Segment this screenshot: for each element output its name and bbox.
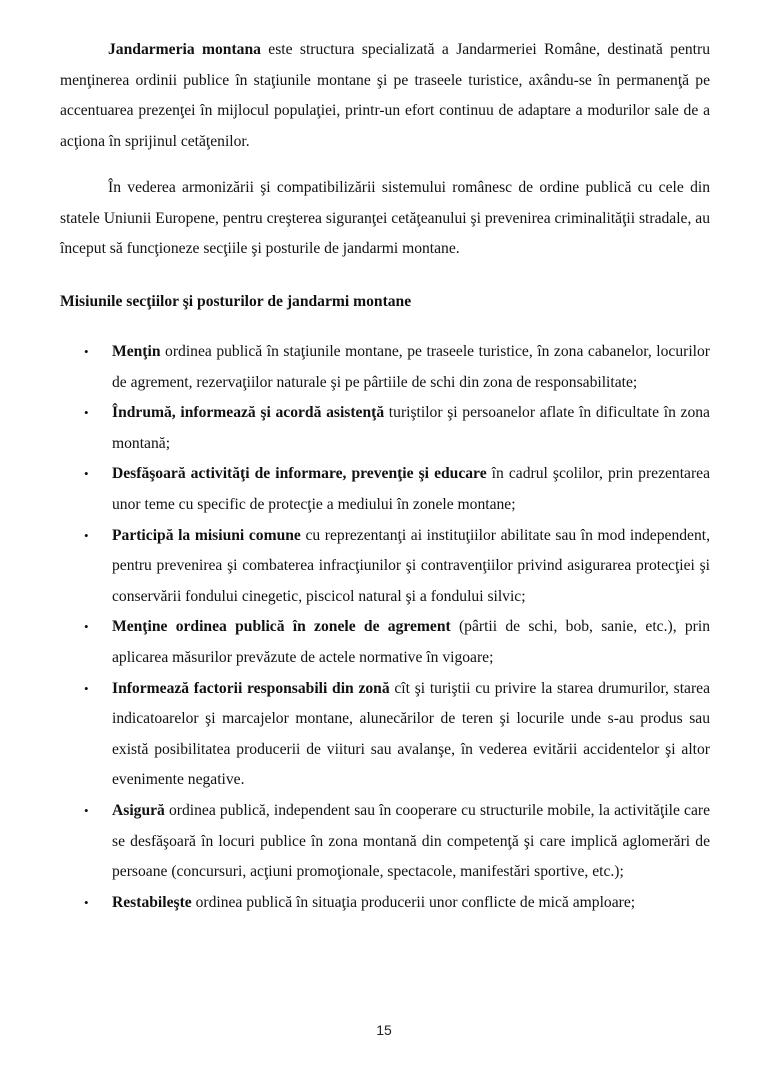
mission-text: (pârtii de schi, bob, sanie, etc.), prin aplicarea măsurilor prevăzute de actele normative în vigoare; xyxy=(112,618,710,666)
list-item xyxy=(0,521,710,613)
list-item xyxy=(0,796,710,888)
bullet-icon: • xyxy=(84,527,89,543)
intro-paragraph xyxy=(60,35,710,157)
bullet-icon: • xyxy=(84,894,89,910)
list-item xyxy=(0,674,710,796)
mission-text: turiştilor şi persoanelor aflate în dificultate în zona montană; xyxy=(112,404,710,452)
intro-text: este structura specializată a Jandarmeriei Române, destinată pentru menţinerea ordinii publice în staţiunile montane şi pe traseele turistice, axându-se în permanenţă pe accentuarea prezenţei în mijlocul populaţiei, printr-un efort continuu de adaptare a modurilor sale de a acţiona în sprijinul cetăţenilor. xyxy=(60,41,710,150)
mission-bold: Participă la misiuni comune xyxy=(112,526,301,544)
mission-text: în cadrul şcolilor, prin prezentarea unor teme cu specific de protecţie a mediului în zonele montane; xyxy=(112,465,711,513)
mission-bold: Restabileşte xyxy=(112,893,192,911)
list-item xyxy=(0,337,710,398)
mission-bold: Menţine ordinea publică în zonele de agrement xyxy=(112,618,451,636)
mission-text: cu reprezentanţi ai instituţiilor abilitate sau în mod independent, pentru prevenirea şi combaterea infracţiunilor şi contravenţiilor privind asigurarea protecţiei şi conservării fondului cinegetic, piscicol natural şi a fondului silvic; xyxy=(112,526,710,605)
bullet-icon: • xyxy=(84,680,89,696)
bullet-icon: • xyxy=(84,466,89,482)
bullet-icon: • xyxy=(84,802,89,818)
second-paragraph-text: În vederea armonizării şi compatibilizării sistemului românesc de ordine publică cu cele din statele Uniunii Europene, pentru creşterea siguranţei cetăţeanului şi prevenirea criminalităţii stradale, au început să funcţioneze secţiile şi posturile de jandarmi montane. xyxy=(60,179,710,257)
mission-text: ordinea publică în situaţia producerii unor conflicte de mică amploare; xyxy=(191,893,636,911)
intro-title: Jandarmeria montana xyxy=(108,41,261,58)
list-item xyxy=(0,459,710,520)
mission-text: ordinea publică, independent sau în cooperare cu structurile mobile, la activităţile care se desfăşoară în locuri publice în zona montană din competenţă şi care implică aglomerări de persoane (concursuri, acţiuni promoţionale, spectacole, manifestări sportive, etc.); xyxy=(112,801,710,881)
mission-bold: Îndrumă, informează şi acordă asistenţă xyxy=(112,404,385,422)
mission-text: cît şi turiştii cu privire la starea drumurilor, starea indicatoarelor şi marcajelor montane, alunecărilor de teren şi locurile unde s-au produs sau există posibilitatea producerii de viituri sau avalanşe, în vederea evitării accidentelor şi altor evenimente negative. xyxy=(112,679,710,789)
list-item xyxy=(0,888,710,919)
section-heading: Misiunile secţiilor şi posturilor de jandarmi montane xyxy=(60,293,412,310)
mission-bold: Menţin xyxy=(112,343,161,360)
mission-bold: Desfăşoară activităţi de informare, prevenţie şi educare xyxy=(112,465,487,483)
bullet-icon: • xyxy=(84,619,89,635)
list-item xyxy=(0,398,710,459)
mission-bold: Asigură xyxy=(112,801,165,819)
bullet-icon: • xyxy=(84,344,89,359)
bullet-icon: • xyxy=(84,405,89,421)
page-number: 15 xyxy=(376,1022,392,1038)
second-paragraph xyxy=(60,173,710,265)
mission-text: ordinea publică în staţiunile montane, pe traseele turistice, în zona cabanelor, locurilor de agrement, rezervaţiilor naturale şi pe pârtiile de schi din zona de responsabilitate; xyxy=(112,343,710,391)
list-item xyxy=(0,612,710,673)
mission-bold: Informează factorii responsabili din zonă xyxy=(112,679,390,697)
missions-list xyxy=(0,337,768,918)
